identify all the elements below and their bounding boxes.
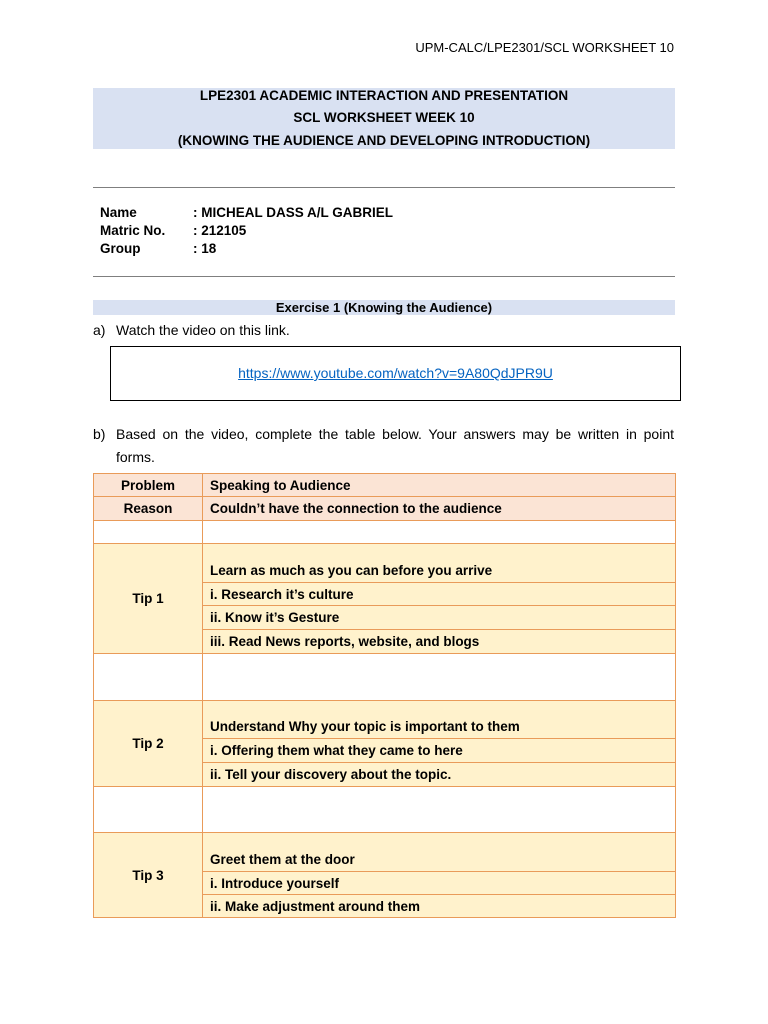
item-a-text: Watch the video on this link. (116, 322, 290, 338)
worksheet-week: SCL WORKSHEET WEEK 10 (293, 110, 475, 125)
link-box (110, 346, 681, 401)
matric-label: Matric No. (100, 223, 166, 238)
tip2-label: Tip 2 (94, 701, 203, 787)
table-row-spacer (94, 521, 676, 544)
tip3-point: ii. Make adjustment around them (203, 895, 676, 918)
problem-value: Speaking to Audience (203, 474, 676, 497)
table-row-tip1-main (94, 544, 676, 583)
tip3-label: Tip 3 (94, 833, 203, 918)
exercise-heading: Exercise 1 (Knowing the Audience) (93, 300, 675, 315)
group-label: Group (100, 241, 141, 256)
tip2-main: Understand Why your topic is important to them (203, 701, 676, 739)
matric-value: : 212105 (193, 223, 247, 238)
tip1-point: ii. Know it’s Gesture (203, 606, 676, 630)
course-title: LPE2301 ACADEMIC INTERACTION AND PRESENTATION (199, 88, 569, 103)
tip1-point: iii. Read News reports, website, and blogs (203, 630, 676, 654)
worksheet-title-block (93, 88, 675, 149)
worksheet-topic: (KNOWING THE AUDIENCE AND DEVELOPING INTRODUCTION) (177, 133, 591, 148)
table-row-tip3-main (94, 833, 676, 872)
table-row-spacer (94, 654, 676, 701)
reason-value: Couldn’t have the connection to the audience (203, 497, 676, 521)
document-reference: UPM-CALC/LPE2301/SCL WORKSHEET 10 (415, 40, 674, 55)
divider-bottom (93, 276, 675, 277)
table-row-problem (94, 474, 676, 497)
name-label: Name (100, 205, 137, 220)
name-value: : MICHEAL DASS A/L GABRIEL (193, 205, 394, 220)
tip1-point: i. Research it’s culture (203, 583, 676, 606)
group-value: : 18 (193, 241, 217, 256)
tip2-point: ii. Tell your discovery about the topic. (203, 763, 676, 787)
reason-label: Reason (94, 497, 203, 521)
tip3-main: Greet them at the door (203, 833, 676, 872)
tip1-main: Learn as much as you can before you arrive (203, 544, 676, 583)
tips-table (93, 473, 676, 918)
table-row-reason (94, 497, 676, 521)
item-b-marker: b) (93, 426, 106, 442)
tip3-point: i. Introduce yourself (203, 872, 676, 895)
table-row-tip2-main (94, 701, 676, 739)
video-link[interactable]: https://www.youtube.com/watch?v=9A80QdJPR9U (238, 365, 553, 381)
table-row-spacer (94, 787, 676, 833)
tip2-point: i. Offering them what they came to here (203, 739, 676, 763)
problem-label: Problem (94, 474, 203, 497)
tip1-label: Tip 1 (94, 544, 203, 654)
divider-top (93, 187, 675, 188)
item-a-marker: a) (93, 322, 106, 338)
item-b-text-line1: Based on the video, complete the table below. Your answers may be written in point (116, 426, 674, 442)
item-b-text-line2: forms. (116, 449, 155, 465)
